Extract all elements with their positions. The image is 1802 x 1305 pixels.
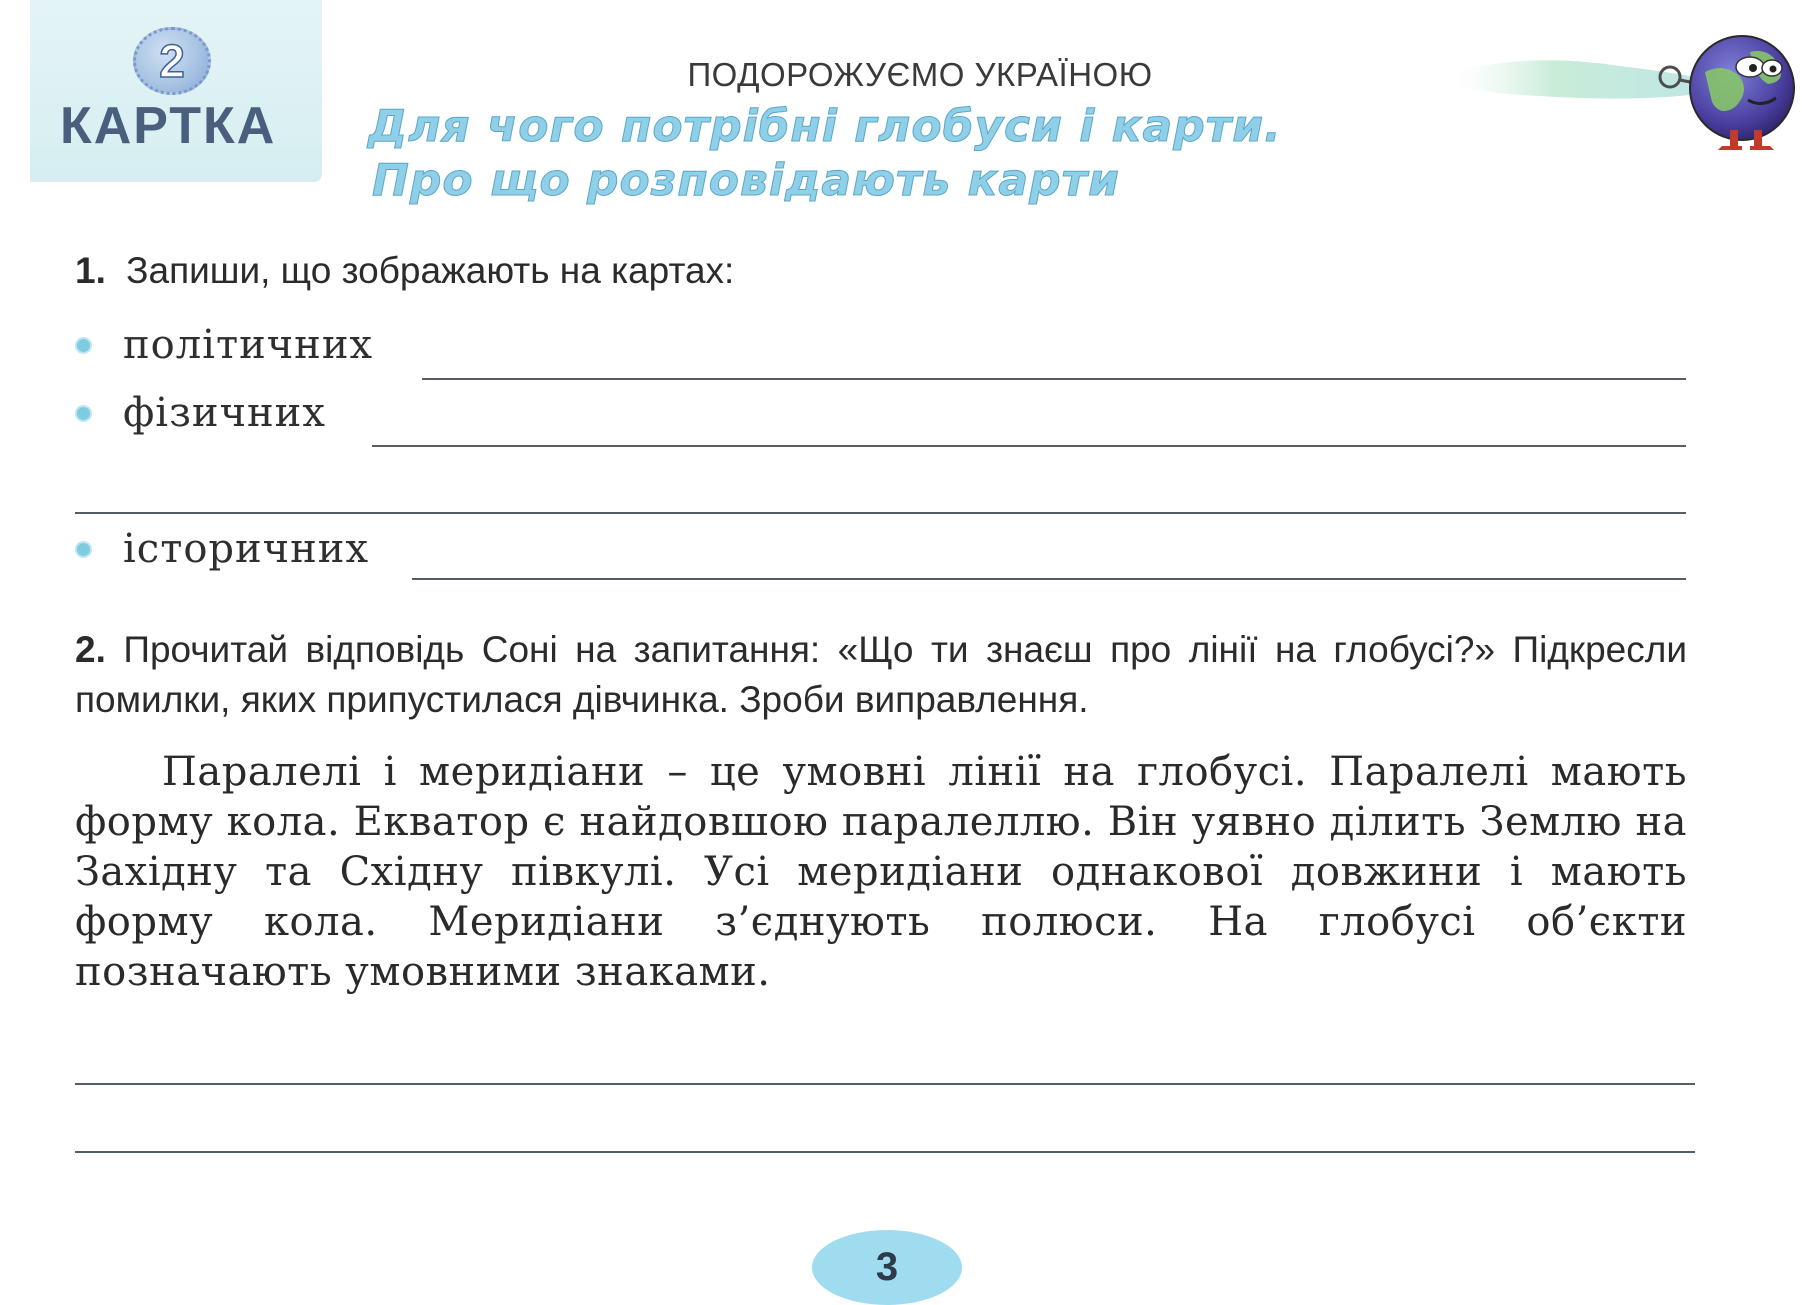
topic-title-line1: Для чого потрібні глобуси і карти. [368, 101, 1282, 152]
list-item [75, 322, 373, 368]
task1-text: Запиши, що зображають на картах: [126, 250, 735, 291]
task1-number: 1. [75, 250, 106, 291]
task1-item-historical: історичних [123, 526, 369, 572]
task1-heading [75, 250, 734, 292]
bullet-dot-icon [75, 337, 92, 354]
task1-item-political: політичних [123, 322, 374, 368]
topic-title [368, 100, 1282, 208]
card-number: 2 [133, 27, 211, 95]
answer-line-correction-2[interactable] [75, 1151, 1695, 1153]
task2-passage: Паралелі і меридіани – це умовні лінії на глобусі. Паралелі мають форму кола. Екватор є найдовшою паралеллю. Він уявно ділить Землю на Західну та Східну півкулі. Усі меридіани однакової довжини і мають форму кола. Меридіани з’єднують полюси. На глобусі об’єкти позначають умовними знаками. [75, 749, 1687, 995]
answer-line-correction-1[interactable] [75, 1083, 1695, 1085]
card-label: КАРТКА [60, 97, 277, 155]
topic-title-line2: Про що розповідають карти [372, 155, 1120, 206]
globe-mascot-icon [1450, 22, 1800, 152]
answer-line-political[interactable] [422, 378, 1686, 380]
task2-heading [75, 625, 1687, 725]
task2-text: Прочитай відповідь Соні на запитання: «Що ти знаєш про лінії на глобусі?» Підкресли помилки, яких припустилася дівчинка. Зроби виправлення. [75, 629, 1688, 720]
section-title: ПОДОРОЖУЄМО УКРАЇНОЮ [687, 56, 1153, 93]
answer-line-physical-extra[interactable] [75, 512, 1686, 514]
bullet-dot-icon [75, 541, 92, 558]
bullet-dot-icon [75, 405, 92, 422]
list-item [75, 526, 369, 572]
page-number: 3 [812, 1230, 962, 1305]
task2-number: 2. [75, 629, 106, 670]
task1-item-physical: фізичних [123, 390, 326, 436]
answer-line-historical[interactable] [412, 578, 1686, 580]
list-item [75, 390, 326, 436]
answer-line-physical[interactable] [372, 445, 1686, 447]
